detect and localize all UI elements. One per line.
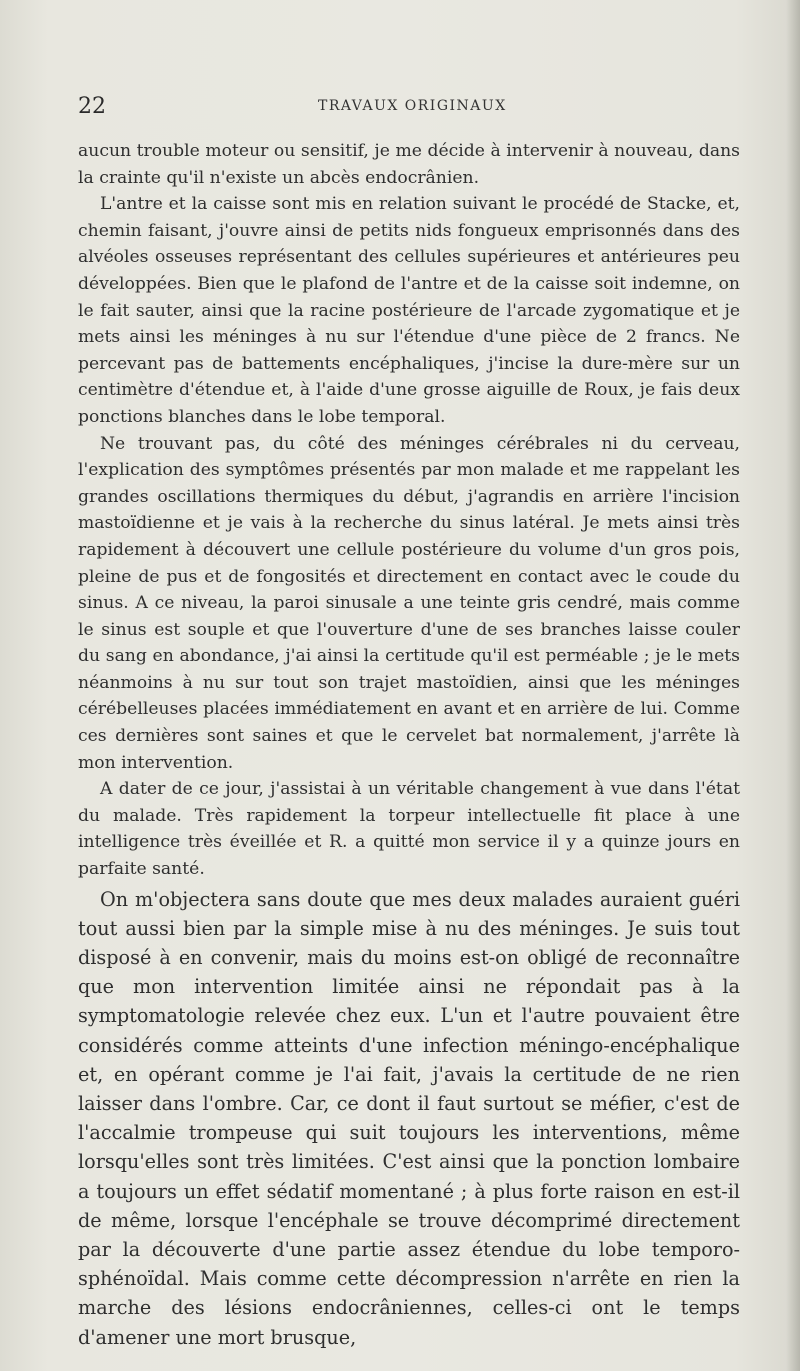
- page-edge-shadow: [786, 0, 800, 1371]
- paragraph-discussion: On m'objectera sans doute que mes deux malades auraient guéri tout aussi bien par la simple mise à nu des méninges. Je suis tout disposé à en convenir, mais du moins est-on obligé de reconnaître que mon intervention limitée ainsi ne répondait pas à la symptomatologie relevée chez eux. L'un et l'autre pouvaient être considérés comme atteints d'une infection méningo-encéphalique et, en opérant comme je l'ai fait, j'avais la certitude de ne rien laisser dans l'ombre. Car, ce dont il faut surtout se méfier, c'est de l'accalmie trompeuse qui suit toujours les interventions, même lorsqu'elles sont très limitées. C'est ainsi que la ponction lombaire a toujours un effet sédatif momentané ; à plus forte raison en est-il de même, lorsque l'encéphale se trouve décomprimé directement par la découverte d'une partie assez étendue du lobe temporo-sphénoïdal. Mais comme cette décompression n'arrête en rien la marche des lésions endocrâniennes, celles-ci ont le temps d'amener une mort brusque,: [78, 887, 740, 1349]
- paragraph-stacke-procedure: L'antre et la caisse sont mis en relation suivant le procédé de Stacke, et, chemin faisant, j'ouvre ainsi de petits nids fongueux emprisonnés dans des alvéoles osseuses représentant des cellules supérieures et antérieures peu développées. Bien que le plafond de l'antre et de la caisse soit indemne, on le fait sauter, ainsi que la racine postérieure de l'arcade zygomatique et je mets ainsi les méninges à nu sur l'étendue d'une pièce de 2 francs. Ne percevant pas de battements encéphaliques, j'incise la dure-mère sur un centimètre d'étendue et, à l'aide d'une grosse aiguille de Roux, je fais deux ponctions blanches dans le lobe temporal.: [78, 194, 740, 427]
- paragraph-recovery: A dater de ce jour, j'assistai à un véritable changement à vue dans l'état du malade. Très rapidement la torpeur intellectuelle fit place à une intelligence très éveillée et R. a quitté mon service il y a quinze jours en parfaite santé.: [78, 779, 740, 880]
- page-number: 22: [78, 94, 106, 119]
- paragraph-sinus-exploration: Ne trouvant pas, du côté des méninges cérébrales ni du cerveau, l'explication des symptômes présentés par mon malade et me rappelant les grandes oscillations thermiques du début, j'agrandis en arrière l'incision mastoïdienne et je vais à la recherche du sinus latéral. Je mets ainsi très rapidement à découvert une cellule postérieure du volume d'un gros pois, pleine de pus et de fongosités et directement en contact avec le coude du sinus. A ce niveau, la paroi sinusale a une teinte gris cendré, mais comme le sinus est souple et que l'ouverture d'une de ses branches laisse couler du sang en abondance, j'ai ainsi la certitude qu'il est perméable ; je le mets néanmoins à nu sur tout son trajet mastoïdien, ainsi que les méninges cérébelleuses placées immédiatement en avant et en arrière de lui. Comme ces dernières sont saines et que le cervelet bat normalement, j'arrête là mon intervention.: [78, 433, 740, 773]
- page-header: [78, 94, 740, 122]
- paragraph-continuation: aucun trouble moteur ou sensitif, je me décide à intervenir à nouveau, dans la crainte qu'il n'existe un abcès endocrânien.: [78, 141, 740, 188]
- running-head: TRAVAUX ORIGINAUX: [318, 98, 507, 114]
- body-text: [78, 138, 740, 1352]
